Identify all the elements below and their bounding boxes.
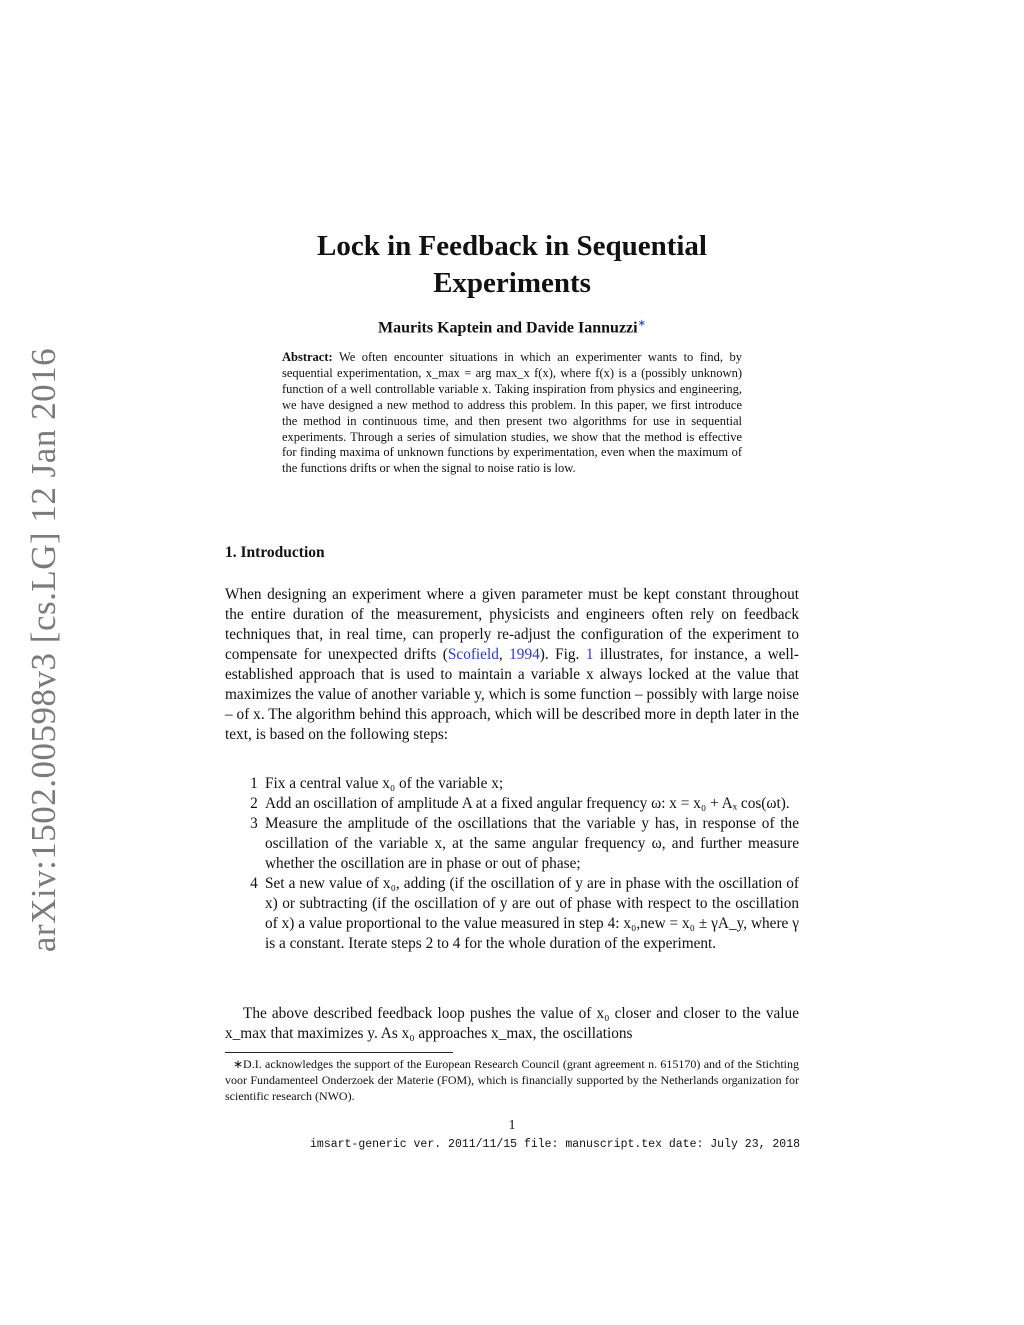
footnote: ∗D.I. acknowledges the support of the European Research Council (grant agreement n. 615170) and of the Stichting voor Fundamenteel Onderzoek der Materie (FOM), which is financially supported by the Netherlands organization for scientific research (NWO). — [225, 1057, 799, 1103]
section-heading-introduction: 1. Introduction — [225, 544, 325, 561]
intro-text-part-2: ). Fig. — [539, 646, 586, 663]
algorithm-steps-list — [225, 774, 799, 954]
abstract — [282, 350, 742, 477]
introduction-paragraph — [225, 585, 799, 745]
arxiv-identifier-stamp — [24, 347, 64, 953]
algorithm-step — [225, 814, 799, 874]
footnote-divider — [225, 1052, 453, 1053]
citation-separator: , — [498, 646, 510, 663]
title-line-2: Experiments — [433, 267, 591, 299]
page-number: 1 — [508, 1118, 516, 1133]
author-names: Maurits Kaptein and Davide Iannuzzi — [378, 319, 638, 337]
abstract-text: We often encounter situations in which an experimenter wants to find, by sequential experimentation, x_max = arg max_x f(x), where f(x) is a (possibly unknown) function of a well controllable variable x. Taking inspiration from physics and engineering, we have designed a new method to address this problem. In this paper, we first introduce the method in continuous time, and then present two algorithms for use in sequential experiments. Through a series of simulation studies, we show that the method is effective for finding maxima of unknown functions by experimentation, even when the maximum of the functions drifts or when the signal to noise ratio is low. — [282, 350, 742, 476]
algorithm-step — [225, 794, 799, 814]
author-line — [222, 318, 802, 337]
step-number: 1 — [250, 775, 258, 792]
step-number: 4 — [250, 875, 258, 892]
abstract-label: Abstract: — [282, 350, 333, 364]
arxiv-identifier-text: arXiv:1502.00598v3 [cs.LG] 12 Jan 2016 — [24, 347, 64, 953]
step-text: Fix a central value x₀ of the variable x; — [265, 775, 504, 792]
step-text: Add an oscillation of amplitude A at a fixed angular frequency ω: x = x₀ + Aₓ cos(ωt). — [265, 795, 790, 812]
step-number: 3 — [250, 815, 258, 832]
title-line-1: Lock in Feedback in Sequential — [317, 230, 707, 262]
intro-text-part-3: illustrates, for instance, a well-established approach that is used to maintain a variable x always locked at the value that maximizes the value of another variable y, which is some function – possibly with large noise – of x. The algorithm behind this approach, which will be described more in depth later in the text, is based on the following steps: — [225, 646, 800, 743]
algorithm-step — [225, 774, 799, 794]
step-text: Measure the amplitude of the oscillations that the variable y has, in response of the oscillation of the variable x, at the same angular frequency ω, and further measure whether the oscillation are in phase or out of phase; — [265, 815, 799, 872]
step-number: 2 — [250, 795, 258, 812]
algorithm-step — [225, 874, 799, 954]
intro-text-part-1: When designing an experiment where a given parameter must be kept constant throughout the entire duration of the measurement, physicists and engineers often rely on feedback techniques that, in real time, can properly re-adjust the configuration of the experiment to compensate for unexpected drifts ( — [225, 586, 799, 663]
citation-year-link[interactable]: 1994 — [509, 646, 540, 663]
feedback-loop-paragraph: The above described feedback loop pushes the value of x₀ closer and closer to the value x_max that maximizes y. As x₀ approaches x_max, the oscillations — [225, 1005, 799, 1042]
figure-reference-link[interactable]: 1 — [585, 646, 594, 663]
paper-title — [222, 228, 802, 302]
citation-author-link[interactable]: Scofield — [447, 646, 499, 663]
template-footer: imsart-generic ver. 2011/11/15 file: manuscript.tex date: July 23, 2018 — [310, 1138, 800, 1151]
author-footnote-marker[interactable]: ∗ — [637, 318, 646, 329]
step-text: Set a new value of x₀, adding (if the oscillation of y are in phase with the oscillation of x) or subtracting (if the oscillation of y are out of phase with respect to the oscillation of x) a value proportional to the value measured in step 4: x₀,new = x₀ ± γA_y, where γ is a constant. Iterate steps 2 to 4 for the whole duration of the experiment. — [265, 875, 799, 952]
